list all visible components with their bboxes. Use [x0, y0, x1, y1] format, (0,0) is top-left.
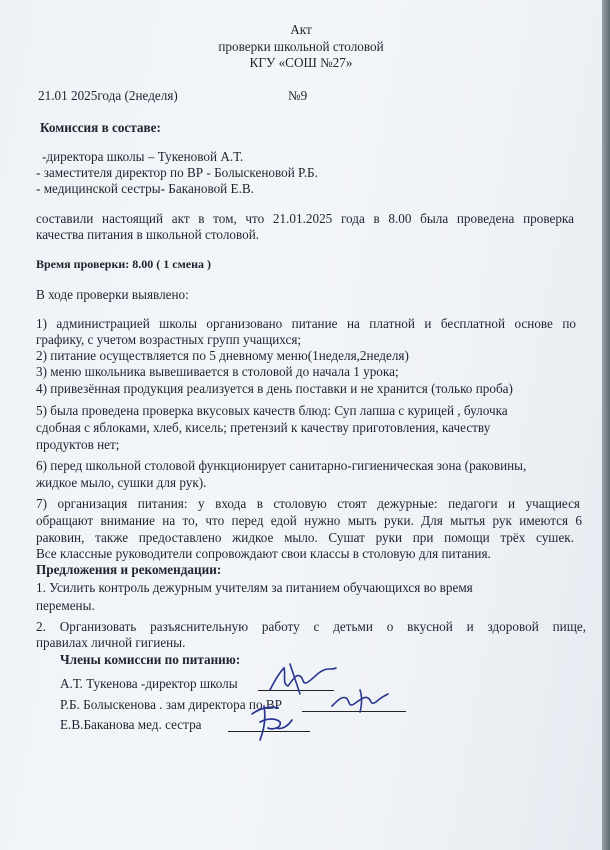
proposal-line: перемены. — [36, 598, 95, 613]
intro-line: качества питания в школьной столовой. — [36, 227, 260, 242]
signature-row-label: Е.В.Баканова мед. сестра — [60, 717, 202, 732]
intro-line: составили настоящий акт в том, что 21.01.2025 года в 8.00 была проведена проверка — [36, 211, 574, 226]
signatures-title: Члены комиссии по питанию: — [60, 652, 241, 667]
act-number: №9 — [288, 88, 308, 103]
finding-line: 4) привезённая продукция реализуется в день поставки и не хранится (только проба) — [36, 381, 513, 396]
commission-title: Комиссия в составе: — [40, 120, 161, 135]
finding-line: 6) перед школьной столовой функционирует санитарно-гигиеническая зона (раковины, — [36, 458, 527, 473]
finding-line: продуктов нет; — [36, 437, 120, 452]
finding-line: раковин, также предоставлено жидкое мыло. Сушат руки при помощи трёх сушек. — [36, 530, 574, 545]
signature-bolyskenova — [330, 682, 392, 716]
act-date: 21.01 2025года (2неделя) — [38, 88, 178, 103]
signature-bakanova — [246, 700, 298, 746]
signature-row-label: Р.Б. Болыскенова . зам директора по ВР — [60, 697, 282, 712]
proposal-line: 1. Усилить контроль дежурным учителям за питанием обучающихся во время — [36, 580, 473, 595]
proposal-line: правилах личной гигиены. — [36, 635, 186, 650]
finding-line: 3) меню школьника вывешивается в столовой до начала 1 урока; — [36, 364, 399, 379]
finding-line: 1) администрацией школы организовано питание на платной и бесплатной основе по — [36, 316, 576, 331]
signature-row-label: А.Т. Тукенова -директор школы — [60, 676, 238, 691]
finding-line: 2) питание осуществляется по 5 дневному меню(1неделя,2неделя) — [36, 348, 409, 363]
finding-line: 7) организация питания: у входа в столовую стоят дежурные: педагоги и учащиеся — [36, 496, 580, 511]
finding-line: обращают внимание на то, что перед едой нужно мыть руки. Для мытья рук имеются 6 — [36, 513, 582, 528]
proposal-line: 2. Организовать разъяснительную работу с детьми о вкусной и здоровой пище, — [36, 619, 586, 634]
inspection-time: Время проверки: 8.00 ( 1 смена ) — [36, 257, 211, 271]
finding-line: 5) была проведена проверка вкусовых качеств блюд: Суп лапша с курицей , булочка — [36, 403, 508, 418]
school-name: КГУ «СОШ №27» — [249, 55, 353, 70]
findings-title: В ходе проверки выявлено: — [36, 287, 189, 302]
finding-line: сдобная с яблоками, хлеб, кисель; претензий к качеству приготовления, качеству — [36, 420, 491, 435]
commission-member: - медицинской сестры- Бакановой Е.В. — [36, 181, 254, 196]
commission-member: - заместителя директор по ВР - Болыскеновой Р.Б. — [36, 165, 318, 180]
proposals-title: Предложения и рекомендации: — [36, 562, 222, 577]
photo-background-edge — [602, 0, 610, 850]
finding-line: Все классные руководители сопровождают свои классы в столовую для питания. — [36, 546, 491, 561]
finding-line: графику, с учетом возрастных групп учащихся; — [36, 332, 302, 347]
doc-subtitle: проверки школьной столовой — [218, 39, 384, 54]
finding-line: жидкое мыло, сушки для рук). — [36, 475, 207, 490]
doc-title: Акт — [290, 22, 312, 37]
commission-member: -директора школы – Тукеновой А.Т. — [42, 149, 244, 164]
